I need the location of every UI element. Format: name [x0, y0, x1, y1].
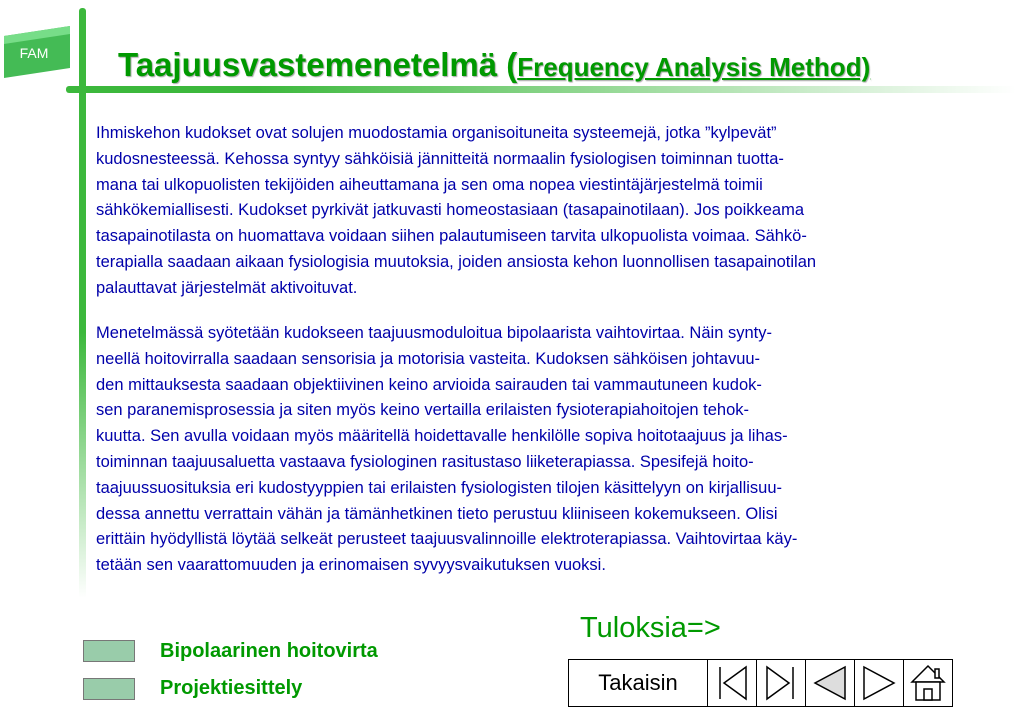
paragraph-line: tetään sen vaarattomuuden ja erinomaisen syvyysvaikutuksen vuoksi. — [96, 556, 606, 575]
previous-slide-button[interactable] — [806, 660, 855, 706]
paragraph-line: taajuussuosituksia eri kudostyyppien tai erilaisten fysiologisten tilojen käsittelyyn on kirjallisuu- — [96, 478, 783, 497]
home-icon — [909, 663, 947, 703]
bipolar-current-button[interactable] — [83, 640, 135, 662]
svg-text:FAM: FAM — [19, 45, 49, 61]
vertical-decor-bar — [79, 8, 86, 598]
title-finnish: Taajuusvastemenetelmä ( — [118, 46, 518, 83]
last-icon — [763, 665, 799, 701]
first-icon — [714, 665, 750, 701]
next-icon — [861, 665, 897, 701]
title-english: Frequency Analysis Method) — [517, 52, 871, 82]
intro-paragraph — [96, 121, 1021, 302]
paragraph-line: mana tai ulkopuolisten tekijöiden aiheuttamana ja sen oma nopea viestintäjärjestelmä toimii — [96, 175, 763, 194]
page-title — [118, 46, 870, 84]
paragraph-line: neellä hoitovirralla saadaan sensorisia ja motorisia vasteita. Kudoksen sähköisen johtavuu- — [96, 349, 761, 368]
last-slide-button[interactable] — [757, 660, 806, 706]
paragraph-line: erittäin hyödyllistä löytää selkeät perusteet taajuusvalinnoille elektroterapiassa. Vaihtovirtaa käy- — [96, 530, 798, 549]
paragraph-line: kudosnesteessä. Kehossa syntyy sähköisiä jännitteitä normaalin fysiologisen toiminnan tuotta- — [96, 149, 784, 168]
paragraph-line: dessa annettu verrattain vähän ja tämänhetkinen tieto perustuu kliiniseen kokemukseen. Olisi — [96, 504, 778, 523]
paragraph-line: Menetelmässä syötetään kudokseen taajuusmoduloitua bipolaarista vaihtovirtaa. Näin synty- — [96, 324, 772, 342]
previous-icon — [812, 665, 848, 701]
results-link[interactable]: Tuloksia=> — [580, 612, 721, 644]
paragraph-line: Ihmiskehon kudokset ovat solujen muodostamia organisoituneita systeemejä, jotka ”kylpevät” — [96, 124, 777, 142]
horizontal-decor-bar — [66, 86, 1016, 93]
paragraph-line: den mittauksesta saadaan objektiivinen keino arvioida sairauden tai vammautuneen kudok- — [96, 375, 762, 394]
first-slide-button[interactable] — [708, 660, 757, 706]
paragraph-line: palauttavat järjestelmät aktivoituvat. — [96, 278, 358, 297]
paragraph-line: sähkökemiallisesti. Kudokset pyrkivät jatkuvasti homeostasiaan (tasapainotilaan). Jos poikkeama — [96, 201, 805, 220]
navigation-bar — [568, 659, 953, 707]
project-presentation-button[interactable] — [83, 678, 135, 700]
paragraph-line: toiminnan taajuusaluetta vastaava fysiologinen rasitustaso liiketerapiassa. Spesifejä hoito- — [96, 452, 754, 471]
next-slide-button[interactable] — [855, 660, 904, 706]
home-button[interactable] — [904, 660, 952, 706]
paragraph-line: sen paranemisprosessia ja siten myös keino vertailla erilaisten fysioterapiahoitojen tehok- — [96, 401, 749, 420]
paragraph-line: kuutta. Sen avulla voidaan myös määritellä hoidettavalle henkilölle sopiva hoitotaajuus ja lihas- — [96, 427, 788, 446]
project-presentation-label[interactable]: Projektiesittely — [160, 677, 303, 699]
back-button[interactable]: Takaisin — [569, 660, 708, 706]
method-paragraph — [96, 321, 1021, 579]
paragraph-line: terapialla saadaan aikaan fysiologisia muutoksia, joiden ansiosta kehon luonnollisen tasapainotilan — [96, 252, 817, 271]
fam-logo — [4, 26, 70, 78]
paragraph-line: tasapainotilasta on huomattava voidaan siihen palautumiseen tarvita ulkopuolista voimaa. Sähkö- — [96, 227, 807, 246]
bipolar-current-label[interactable]: Bipolaarinen hoitovirta — [160, 640, 378, 662]
